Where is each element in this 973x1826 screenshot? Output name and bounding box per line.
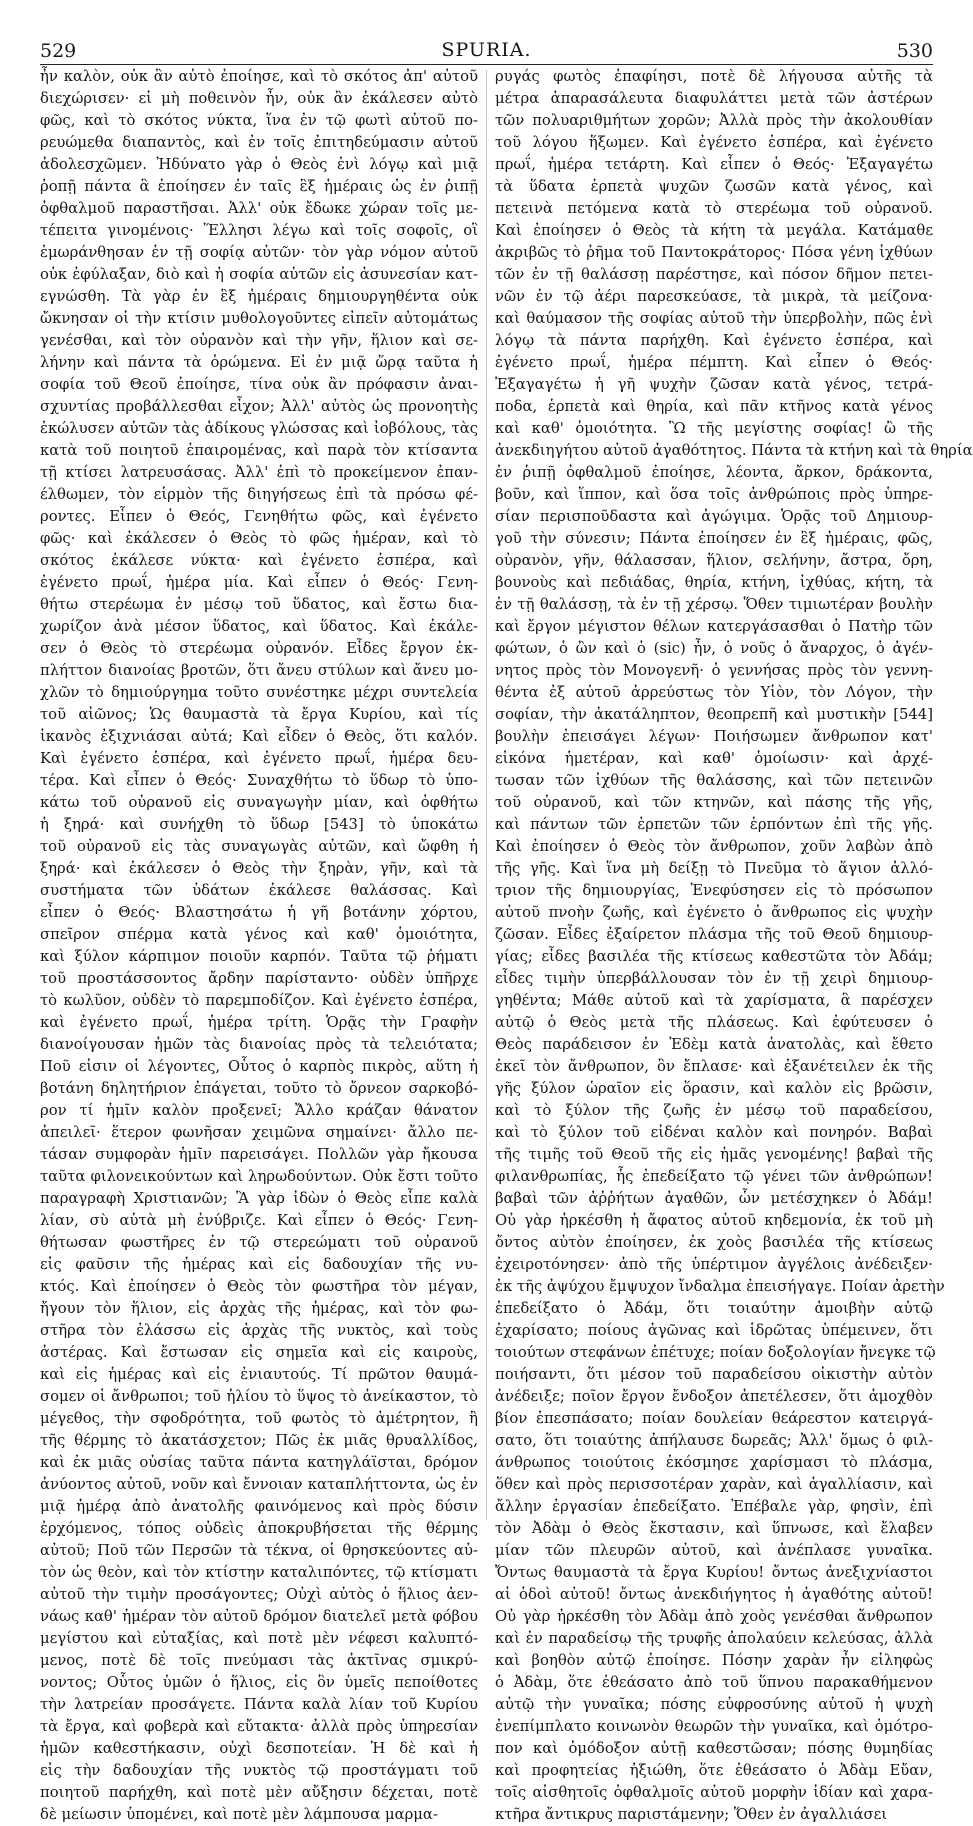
text-line: καὶ ξύλον κάρπιμον ποιοῦν καρπόν. Ταῦτα τῷ ῥήματι [40, 948, 478, 965]
text-line: βοτάνη δηλητήριον ἐπάγεται, τοῦτο τὸ ὄρνεον σαρκοβό- [40, 1080, 478, 1097]
text-line: ἐμωράνθησαν ἐν τῇ σοφίᾳ αὐτῶν· τὸν γὰρ νόμον αὐτοῦ [40, 244, 478, 261]
text-line: γίας; εἶδες βασιλέα τῆς κτίσεως καθεστῶτα τὸν Ἀδάμ; [495, 948, 933, 965]
text-line: τὴν λατρείαν προσάγετε. Πάντα καλὰ λίαν τοῦ Κυρίου [40, 1696, 478, 1713]
text-line: τέρα. Καὶ εἶπεν ὁ Θεός· Συναχθήτω τὸ ὕδωρ τὸ ὑπο- [40, 772, 478, 789]
text-line: λίαν, σὺ αὐτὰ μὴ ἐνύβριζε. Καὶ εἶπεν ὁ Θεός· Γενη- [40, 1212, 478, 1229]
text-line: πον καὶ ὁμόδοξον αὐτῇ καθεστῶσαν; πόσης θυμηδίας [495, 1740, 933, 1757]
text-line: τοῦ αἰῶνος; Ὡς θαυμαστὰ τὰ ἔργα Κυρίου, καὶ τίς [40, 706, 478, 723]
text-line: ποιήσαντι, ὅτι μέσον τοῦ παραδείσου οἰκιστὴν αὐτὸν [495, 1366, 933, 1383]
text-line: ἐν τῇ θαλάσσῃ, τὰ ἐν τῇ χέρσῳ. Ὅθεν τιμιωτέραν βουλὴν [495, 596, 933, 613]
text-line: Ὄντως θαυμαστὰ τὰ ἔργα Κυρίου! ὄντως ἀνεξιχνίαστοι [495, 1564, 933, 1581]
text-line: μέτρα ἀπαρασάλευτα διαφυλάττει μετὰ τῶν ἀστέρων [495, 90, 933, 107]
text-line: παραγραφὴ Χριστιανῶν; Ἃ γὰρ ἰδὼν ὁ Θεὸς εἶπε καλὰ [40, 1190, 478, 1207]
text-line: ρυγάς φωτὸς ἐπαφίησι, ποτὲ δὲ λήγουσα αὐτῆς τὰ [495, 68, 933, 85]
text-line: χωρίζον ἀνὰ μέσον ὕδατος, καὶ ὕδατος. Καὶ ἐκάλε- [40, 618, 478, 635]
text-line: νῶν ἐν τῷ ἀέρι παρεσκεύασε, τὰ μικρὰ, τὰ μείζονα· [495, 288, 933, 305]
text-line: ὀφθαλμοῦ παραστῆσαι. Ἀλλ' οὐκ ἔδωκε χώραν τοῖς με- [40, 200, 478, 217]
text-line: ἐν ῥιπῇ ὀφθαλμοῦ ἐποίησε, λέοντα, ἄρκον, δράκοντα, [495, 464, 933, 481]
right-page-number: 530 [896, 40, 933, 62]
text-line: τοῖς αἰσθητοῖς ὀφθαλμοῖς αὐτοῦ μορφὴν ἰδίαν καὶ χαρα- [495, 1784, 933, 1801]
text-line: εγνώσθη. Τὰ γὰρ ἐν ἓξ ἡμέραις δημιουργηθέντα οὐκ [40, 288, 478, 305]
text-line: ἡ ξηρά· καὶ συνήχθη τὸ ὕδωρ [543] τὸ ὑποκάτω [40, 816, 478, 833]
text-line: ῥοπῇ πάντα ἃ ἐποίησεν ἐν ταῖς ἓξ ἡμέραις ὡς ἐν ῥιπῇ [40, 178, 478, 195]
text-line: ἱκανὸς ἐξιχνιάσαι αὐτά; Καὶ εἶδεν ὁ Θεὸς, ὅτι καλόν. [40, 728, 478, 745]
text-line: εἰκόνα ἡμετέραν, καὶ καθ' ὁμοίωσιν· καὶ ἀρχέ- [495, 750, 933, 767]
text-line: λόγῳ τὰ πάντα παρήχθη. Καὶ ἐγένετο ἑσπέρα, καὶ [495, 332, 933, 349]
text-line: σπεῖρον σπέρμα κατὰ γένος καὶ καθ' ὁμοιότητα, [40, 926, 478, 943]
text-line: άνθρωπος τοιούτοις ἐκόσμησε χαρίσμασι τὸ πλάσμα, [495, 1454, 933, 1471]
text-line: αὐτῷ τὴν γυναῖκα; πόσης εὐφροσύνης αὐτοῦ ἡ ψυχὴ [495, 1696, 933, 1713]
right-text-column [495, 66, 973, 1823]
text-line: ἄλλην ἐργασίαν ἐπεδείξατο. Ἐπέβαλε γὰρ, φησὶν, ἐπὶ [495, 1498, 933, 1515]
text-line: καὶ εἰς ἡμέρας καὶ εἰς ἐνιαυτούς. Τί πρῶτον θαυμά- [40, 1366, 478, 1383]
text-line: ροντες. Εἶπεν ὁ Θεός, Γενηθήτω φῶς, καὶ ἐγένετο [40, 508, 478, 525]
text-line: ἀστέρας. Καὶ ἔστωσαν εἰς σημεῖα καὶ εἰς καιροὺς, [40, 1344, 478, 1361]
text-line: τὸν ὡς θεὸν, καὶ τὸν κτίστην καταλιπόντες, τῷ κτίσματι [40, 1564, 478, 1581]
text-line: τωσαν τῶν ἰχθύων τῆς θαλάσσης, καὶ τῶν πετεινῶν [495, 772, 933, 789]
text-line: τοιούτων στεφάνων ἐπέτυχε; ποίαν δοξολογίαν ἤνεγκε τῷ [495, 1344, 936, 1361]
text-line: ἐκώλυσεν αὐτῶν τὰς ἀδίκους γλώσσας καὶ ἰοβόλους, τὰς [40, 420, 478, 437]
text-line: ἐγένετο πρωΐ, ἡμέρα πέμπτη. Καὶ εἶπεν ὁ Θεός· [495, 354, 933, 371]
page-header [40, 38, 933, 65]
text-line: ὁ Ἀδὰμ, ὅτε ἐθεάσατο ἀπὸ τοῦ ὕπνου παρακαθήμενον [495, 1674, 933, 1691]
text-line: τῇ κτίσει λατρευσάσας. Ἀλλ' ἐπὶ τὸ προκείμενον ἐπαν- [40, 464, 478, 481]
left-page-number: 529 [40, 40, 77, 62]
text-line: Καὶ ἐγένετο ἑσπέρα, καὶ ἐγένετο πρωΐ, ἡμέρα δευ- [40, 750, 478, 767]
text-line: μιᾷ ἡμέρᾳ ἀπὸ ἀνατολῆς φαινόμενος καὶ πρὸς δύσιν [40, 1498, 478, 1515]
text-line: γῆς ξύλον ὡραῖον εἰς ὅρασιν, καὶ καλὸν εἰς βρῶσιν, [495, 1080, 933, 1097]
text-line: βουνοὺς καὶ πεδιάδας, θηρία, κτήνη, ἰχθύας, κήτη, τὰ [495, 574, 933, 591]
text-line: ἀκριβῶς τὸ ῥῆμα τοῦ Παντοκράτορος· Πόσα γένη ἰχθύων [495, 244, 933, 261]
text-line: σεν ὁ Θεὸς τὸ στερέωμα οὐρανόν. Εἶδες ἔργον ἐκ- [40, 640, 478, 657]
text-line: Καὶ ἐποίησεν ὁ Θεὸς τὸν ἄνθρωπον, χοῦν λαβὼν ἀπὸ [495, 838, 933, 855]
text-line: τῶν ἐν τῇ θαλάσσῃ παρέστησε, καὶ πόσον δῆμον πετει- [495, 266, 933, 283]
text-line: τὸ κωλῦον, οὐδὲν τὸ παρεμποδίζον. Καὶ ἐγένετο ἑσπέρα, [40, 992, 478, 1009]
text-line: Οὐ γὰρ ἠρκέσθη ἡ ἄφατος αὐτοῦ κηδεμονία, ἐκ τοῦ μὴ [495, 1212, 933, 1229]
text-line: φιλανθρωπίας, ἧς ἐπεδείξατο τῷ γένει τῶν ἀνθρώπων! [495, 1168, 933, 1185]
left-text-column [40, 66, 478, 1823]
text-line: μέγεθος, τὴν σφοδρότητα, τοῦ φωτὸς τὸ ἀμέτρητον, ἢ [40, 1410, 478, 1427]
text-line: ἀπειλεῖ· ἕτερον φωνῆσαν χειμῶνα σημαίνει· ἄλλο πε- [40, 1124, 478, 1141]
text-line: χλῶν τὸ δημιούργημα τοῦτο συνέστηκε μέχρι συντελεία [40, 684, 478, 701]
running-title: SPURIA. [441, 39, 532, 61]
text-line: έλθωμεν, τὸν εἱρμὸν τῆς διηγήσεως ἐπὶ τὰ πρόσω φέ- [40, 486, 478, 503]
text-line: καὶ καθ' ὁμοιότητα. Ὢ τῆς μεγίστης σοφίας! ὢ τῆς [495, 420, 933, 437]
text-line: ἐνεπίμπλατο κοινωνὸν θεωρῶν τὴν γυναῖκα, καὶ ὁμότρο- [495, 1718, 933, 1735]
text-line: τῆς γῆς. Καὶ ἵνα μὴ δείξῃ τὸ Πνεῦμα τὸ ἅγιον ἀλλό- [495, 860, 933, 877]
text-line: τοῦ προστάσσοντος ἄρδην παρίσταντο· οὐδὲν ὑπῆρχε [40, 970, 478, 987]
text-line: καὶ ἐγένετο πρωΐ, ἡμέρα τρίτη. Ὁρᾷς τὴν Γραφὴν [40, 1014, 478, 1031]
text-line: αὐτοῦ πνοὴν ζωῆς, καὶ ἐγένετο ὁ ἄνθρωπος εἰς ψυχὴν [495, 904, 933, 921]
text-line: ὤκνησαν οἱ τὴν κτίσιν μυθολογοῦντες εἰπεῖν αὐτομάτως [40, 310, 478, 327]
text-line: πρωΐ, ἡμέρα τετάρτη. Καὶ εἶπεν ὁ Θεός· Ἐξαγαγέτω [495, 156, 933, 173]
text-line: τοῦ οὐρανοῦ, καὶ τῶν κτηνῶν, καὶ πάσης τῆς γῆς, [495, 794, 933, 811]
text-line: τῆς θέρμης τὸ ἀκατάσχετον; Πῶς ἐκ μιᾶς θρυαλλίδος, [40, 1432, 478, 1449]
text-line: σχυντίας προβάλλεσθαι εἶχον; Ἀλλ' αὐτὸς ὡς προνοητὴς [40, 398, 478, 415]
text-line: τὰ ὕδατα ἑρπετὰ ψυχῶν ζωσῶν κατὰ γένος, καὶ [495, 178, 933, 195]
text-line: γενέσθαι, καὶ τὸν οὐρανὸν καὶ τὴν γῆν, ἥλιον καὶ σε- [40, 332, 478, 349]
text-line: ἀνεκδιηγήτου αὐτοῦ ἀγαθότητος. Πάντα τὰ κτήνη καὶ τὰ θηρία [495, 442, 973, 459]
text-line: σατο, ὅτι τοιαύτης ἀπήλαυσε δωρεᾶς; Ἀλλ' ὅμως ὁ φιλ- [495, 1432, 933, 1449]
text-line: εἰς τὴν δαδουχίαν τῆς νυκτὸς τῷ προστάγματι τοῦ [40, 1762, 478, 1779]
text-line: θέντα ἐξ αὐτοῦ ἀρρεύστως τὸν Υἱὸν, τὸν Λόγον, τὴν [495, 684, 933, 701]
text-line: βίον ἐπεσπάσατο; ποίαν δουλείαν θεάρεστον κατειργά- [495, 1410, 933, 1427]
text-line: φῶς· καὶ ἐκάλεσεν ὁ Θεὸς τὸ φῶς ἡμέραν, καὶ τὸ [40, 530, 478, 547]
text-line: Θεὸς παράδεισον ἐν Ἐδὲμ κατὰ ἀνατολὰς, καὶ ἔθετο [495, 1036, 933, 1053]
text-line: συστήματα τῶν ὑδάτων ἐκάλεσε θαλάσσας. Καὶ [40, 882, 478, 899]
text-line: ὅθεν καὶ πρὸς περισσοτέραν χαρὰν, καὶ ἀγαλλίασιν, καὶ [495, 1476, 933, 1493]
text-line: αἱ ὁδοὶ αὐτοῦ! ὄντως ἀνεκδιήγητος ἡ ἀγαθότης αὐτοῦ! [495, 1586, 933, 1603]
text-line: σοφίαν, τὴν ἀκατάληπτον, θεοπρεπῆ καὶ μυστικὴν [544] [495, 706, 933, 723]
text-line: ἀδολεσχῶμεν. Ἠδύνατο γὰρ ὁ Θεὸς ἑνὶ λόγῳ καὶ μιᾷ [40, 156, 478, 173]
text-line: τέπειτα γινομένοις· Ἕλλησι λέγω καὶ τοῖς σοφοῖς, οἳ [40, 222, 478, 239]
text-line: διανοίγουσαν ἡμῶν τὰς διανοίας πρὸς τὰ τελειότατα; [40, 1036, 478, 1053]
text-line: βουλὴν ἐπεισάγει λέγων· Ποιήσωμεν ἄνθρωπον κατ' [495, 728, 933, 745]
text-line: καὶ πάντων τῶν ἑρπετῶν τῶν ἑρπόντων ἐπὶ τῆς γῆς. [495, 816, 933, 833]
text-line: σίαν περισποῦδαστα καὶ ἀγώγιμα. Ὁρᾷς τοῦ Δημιουρ- [495, 508, 933, 525]
text-line: καὶ τὸ ξύλον τῆς ζωῆς ἐν μέσῳ τοῦ παραδείσου, [495, 1102, 933, 1119]
text-line: καὶ θαύμασον τῆς σοφίας αὐτοῦ τὴν ὑπερβολὴν, πῶς ἑνὶ [495, 310, 933, 327]
text-line: μεγίστου καὶ εὐταξίας, καὶ ποτὲ μὲν νέφεσι καλυπτό- [40, 1630, 478, 1647]
text-line: Καὶ ἐποίησεν ὁ Θεὸς τὰ κήτη τὰ μεγάλα. Κατάμαθε [495, 222, 933, 239]
text-line: Οὐ γὰρ ἠρκέσθη τὸν Ἀδὰμ ἀπὸ χοὸς γενέσθαι ἄνθρωπον [495, 1608, 933, 1625]
text-line: νοντος; Οὗτος ὑμῶν ὁ ἥλιος, εἰς ὃν ὑμεῖς πεποίθοτες [40, 1674, 478, 1691]
text-line: φῶς, καὶ τὸ σκότος νύκτα, ἵνα ἐν τῷ φωτὶ αὐτοῦ πο- [40, 112, 478, 129]
text-line: βαβαὶ τῶν ἀῤῥήτων ἀγαθῶν, ὧν μετέσχηκεν ὁ Ἀδάμ! [495, 1190, 933, 1207]
text-line: ἐκ τῆς ἀψύχου ἔμψυχον ἴνδαλμα ἐπεισήγαγε. Ποίαν ἀρετὴν [495, 1278, 945, 1295]
text-line: ἐκεῖ τὸν ἄνθρωπον, ὃν ἔπλασε· καὶ ἐξανέτειλεν ἐκ τῆς [495, 1058, 933, 1075]
text-line: εἶδες τιμὴν ὑπερβάλλουσαν τὸν ἐν τῇ χειρὶ δημιουρ- [495, 970, 933, 987]
text-line: εἰς φαῦσιν τῆς ἡμέρας καὶ εἰς δαδουχίαν τῆς νυ- [40, 1256, 478, 1273]
text-line: τάσαν συμφορὰν ἡμῖν παρεισάγει. Πολλῶν γὰρ ἤκουσα [40, 1146, 478, 1163]
text-line: καὶ ἔργον μέγιστον θέλων κατεργάσασθαι ὁ Πατὴρ τῶν [495, 618, 933, 635]
text-line: κτῆρα ἄντικρυς παριστάμενην; Ὅθεν ἐν ἀγαλλιάσει [495, 1806, 888, 1823]
text-line: Ποῦ εἰσιν οἱ λέγοντες, Οὗτος ὁ καρπὸς πικρὸς, αὕτη ἡ [40, 1058, 478, 1075]
text-line: ξηρά· καὶ ἐκάλεσεν ὁ Θεὸς τὴν ξηρὰν, γῆν, καὶ τὰ [40, 860, 478, 877]
text-line: νητος πρὸς τὸν Μονογενῆ· ὁ γεννήσας πρὸς τὸν γεννη- [495, 662, 933, 679]
text-line: ρον τί ἡμῖν καλὸν προξενεῖ; Ἄλλο κράζαν θάνατον [40, 1102, 478, 1119]
text-line: καὶ προφητείας ἠξιώθη, ὅτε ἐθεάσατο ὁ Ἀδὰμ Εὔαν, [495, 1762, 933, 1779]
text-line: ἀνέδειξε; ποῖον ἔργον ἔνδοξον ἀπετέλεσεν, ὅτι ἀμοχθὸν [495, 1388, 933, 1405]
text-line: ποδα, ἑρπετὰ καὶ θηρία, καὶ πᾶν κτῆνος κατὰ γένος [495, 398, 933, 415]
text-line: ἐρχόμενος, τόπος οὐδεὶς ἀποκρυβήσεται τῆς θέρμης [40, 1520, 478, 1537]
text-line: καὶ ἐκ μιᾶς οὐσίας ταῦτα πάντα κατηγλάϊσται, δρόμον [40, 1454, 478, 1471]
text-line: ἐχαρίσατο; ποίους ἀγῶνας καὶ ἱδρῶτας ὑπέμεινεν, ὅτι [495, 1322, 933, 1339]
text-line: εἶπεν ὁ Θεός· Βλαστησάτω ἡ γῆ βοτάνην χόρτου, [40, 904, 478, 921]
text-line: πλήττον διανοίας βροτῶν, ὅτι ἄνευ στύλων καὶ ἄνευ μο- [40, 662, 478, 679]
text-line: γηθέντα; Μάθε αὐτοῦ καὶ τὰ χαρίσματα, ἃ παρέσχεν [495, 992, 933, 1009]
text-line: ρευώμεθα διαπαντὸς, καὶ ἐν τοῖς ἐπιτηδεύμασιν αὐτοῦ [40, 134, 478, 151]
text-line: κατὰ τοῦ ποιητοῦ ἐπαιρομένας, καὶ παρὰ τὸν κτίσαντα [40, 442, 478, 459]
column-divider [486, 70, 487, 1520]
text-line: μενος, ποτὲ δὲ τοῖς πνεύμασι τὰς ἀκτῖνας σμικρύ- [40, 1652, 478, 1669]
text-line: ἡμῶν καθεστήκασιν, οὐχὶ δεσποτείαν. Ἡ δὲ καὶ ἡ [40, 1740, 478, 1757]
text-line: ἐπεδείξατο ὁ Ἀδάμ, ὅτι τοιαύτην ἀμοιβὴν αὐτῷ [495, 1300, 933, 1317]
text-line: βοῦν, καὶ ἵππον, καὶ ὅσα τοῖς ἀνθρώποις πρὸς ὑπηρε- [495, 486, 933, 503]
text-line: πετεινὰ πετόμενα κατὰ τὸ στερέωμα τοῦ οὐρανοῦ. [495, 200, 933, 217]
text-line: τριον τῆς δημιουργίας, Ἐνεφύσησεν εἰς τὸ πρόσωπον [495, 882, 933, 899]
text-line: αὐτῷ ὁ Θεὸς μετὰ τῆς πλάσεως. Καὶ ἐφύτευσεν ὁ [495, 1014, 933, 1031]
text-line: οὐρανὸν, γῆν, θάλασσαν, ἥλιον, σελήνην, ἄστρα, ὄρη, [495, 552, 933, 569]
text-line: αὐτοῦ τὴν τιμὴν προσάγοντες; Οὐχὶ αὐτὸς ὁ ἥλιος ἀεν- [40, 1586, 478, 1603]
text-line: κάτω τοῦ οὐρανοῦ εἰς συναγωγὴν μίαν, καὶ ὀφθήτω [40, 794, 478, 811]
text-line: ἐχειροτόνησεν· ἀπὸ τῆς ὑπέρτιμον ἀγγέλοις ἀνέδειξεν· [495, 1256, 933, 1273]
text-line: ζῶσαν. Εἶδες ἐξαίρετον πλάσμα τῆς τοῦ Θεοῦ δημιουρ- [495, 926, 933, 943]
text-line: ἦν καλὸν, οὐκ ἂν αὐτὸ ἐποίησε, καὶ τὸ σκότος ἀπ' αὐτοῦ [40, 68, 478, 85]
text-line: νάως καθ' ἡμέραν τὸν αὐτοῦ δρόμον διατελεῖ μετὰ φόβου [40, 1608, 478, 1625]
text-line: τοῦ λόγου ἥξωμεν. Καὶ ἐγένετο ἑσπέρα, καὶ ἐγένετο [495, 134, 933, 151]
text-line: τῶν πολυαριθμήτων χορῶν; Ἀλλὰ πρὸς τὴν ἀκολουθίαν [495, 112, 933, 129]
text-line: καὶ βοηθὸν αὐτῷ ἐποίησε. Πόσην χαρὰν ἦν εἰληφὼς [495, 1652, 933, 1669]
text-line: μίαν τῶν πλευρῶν αὐτοῦ, καὶ ἀνέπλασε γυναῖκα. [495, 1542, 933, 1559]
text-line: ἀνύοντος αὐτοῦ, νοῦν καὶ ἔννοιαν καταπλήττοντα, ὡς ἐν [40, 1476, 478, 1493]
text-line: καὶ τὸ ξύλον τοῦ εἰδέναι καλὸν καὶ πονηρόν. Βαβαὶ [495, 1124, 933, 1141]
text-line: ἐγένετο πρωΐ, ἡμέρα μία. Καὶ εἶπεν ὁ Θεός· Γενη- [40, 574, 478, 591]
text-line: λήνην καὶ πάντα τὰ ὁρώμενα. Εἰ ἐν μιᾷ ὥρᾳ ταῦτα ἡ [40, 354, 478, 371]
text-line: φώτων, ὁ ὢν καὶ ὁ (sic) ἦν, ὁ νοῦς ὁ ἄναρχος, ὁ ἀγέν- [495, 640, 933, 657]
text-line: τὸν Ἀδὰμ ὁ Θεὸς ἔκστασιν, καὶ ὕπνωσε, καὶ ἔλαβεν [495, 1520, 933, 1537]
text-line: οὐκ ἐφύλαξαν, διὸ καὶ ἡ σοφία αὐτῶν εἰς ἀσυνεσίαν κατ- [40, 266, 478, 283]
text-line: κτός. Καὶ ἐποίησεν ὁ Θεὸς τὸν φωστῆρα τὸν μέγαν, [40, 1278, 478, 1295]
text-line: στῆρα τὸν ἐλάσσω εἰς ἀρχὰς τῆς νυκτὸς, καὶ τοὺς [40, 1322, 478, 1339]
text-line: σκότος ἐκάλεσε νύκτα· καὶ ἐγένετο ἑσπέρα, καὶ [40, 552, 478, 569]
text-line: τὰ ἔργα, καὶ φοβερὰ καὶ εὔτακτα· ἀλλὰ πρὸς ὑπηρεσίαν [40, 1718, 478, 1735]
text-line: τοῦ οὐρανοῦ εἰς τὰς συναγωγὰς αὐτῶν, καὶ ὤφθη ἡ [40, 838, 478, 855]
text-line: ὄντος αὐτὸν ἐποίησεν, ἐκ χοὸς βασιλέα τῆς κτίσεως [495, 1234, 933, 1251]
text-line: σομεν οἱ ἄνθρωποι; τοῦ ἡλίου τὸ ὕψος τὸ ἀνείκαστον, τὸ [40, 1388, 478, 1405]
text-line: τῆς τιμῆς τοῦ Θεοῦ τῆς εἰς ἡμᾶς γενομένης! βαβαὶ τῆς [495, 1146, 933, 1163]
text-line: αὐτοῦ; Ποῦ τῶν Περσῶν τὰ τέκνα, οἱ θρησκεύοντες αὐ- [40, 1542, 478, 1559]
text-line: ποιητοῦ παρήχθη, καὶ ποτὲ μὲν αὔξησιν δέχεται, ποτὲ [40, 1784, 478, 1801]
text-line: θήτωσαν φωστῆρες ἐν τῷ στερεώματι τοῦ οὐρανοῦ [40, 1234, 478, 1251]
text-line: καὶ ἐν παραδείσῳ τῆς τρυφῆς ἀπολαύειν κελεύσας, ἀλλὰ [495, 1630, 933, 1647]
text-line: Ἐξαγαγέτω ἡ γῆ ψυχὴν ζῶσαν κατὰ γένος, τετρά- [495, 376, 933, 393]
text-line: θήτω στερέωμα ἐν μέσῳ τοῦ ὕδατος, καὶ ἔστω δια- [40, 596, 478, 613]
text-line: διεχώρισεν· εἰ μὴ ποθεινὸν ἦν, οὐκ ἂν ἐκάλεσεν αὐτὸ [40, 90, 478, 107]
text-line: ταῦτα φιλονεικούντων καὶ ληρωδούντων. Οὐκ ἔστι τοῦτο [40, 1168, 478, 1185]
text-line: σοφία τοῦ Θεοῦ ἐποίησε, τίνα οὐκ ἂν πρόφασιν ἀναι- [40, 376, 478, 393]
text-line: δὲ μείωσιν ὑπομένει, καὶ ποτὲ μὲν λάμπουσα μαρμα- [40, 1806, 438, 1823]
text-line: γοῦ τὴν σύνεσιν; Πάντα ἐποίησεν ἐν ἓξ ἡμέραις, φῶς, [495, 530, 933, 547]
text-line: ἤγουν τὸν ἥλιον, εἰς ἀρχὰς τῆς ἡμέρας, καὶ τὸν φω- [40, 1300, 478, 1317]
